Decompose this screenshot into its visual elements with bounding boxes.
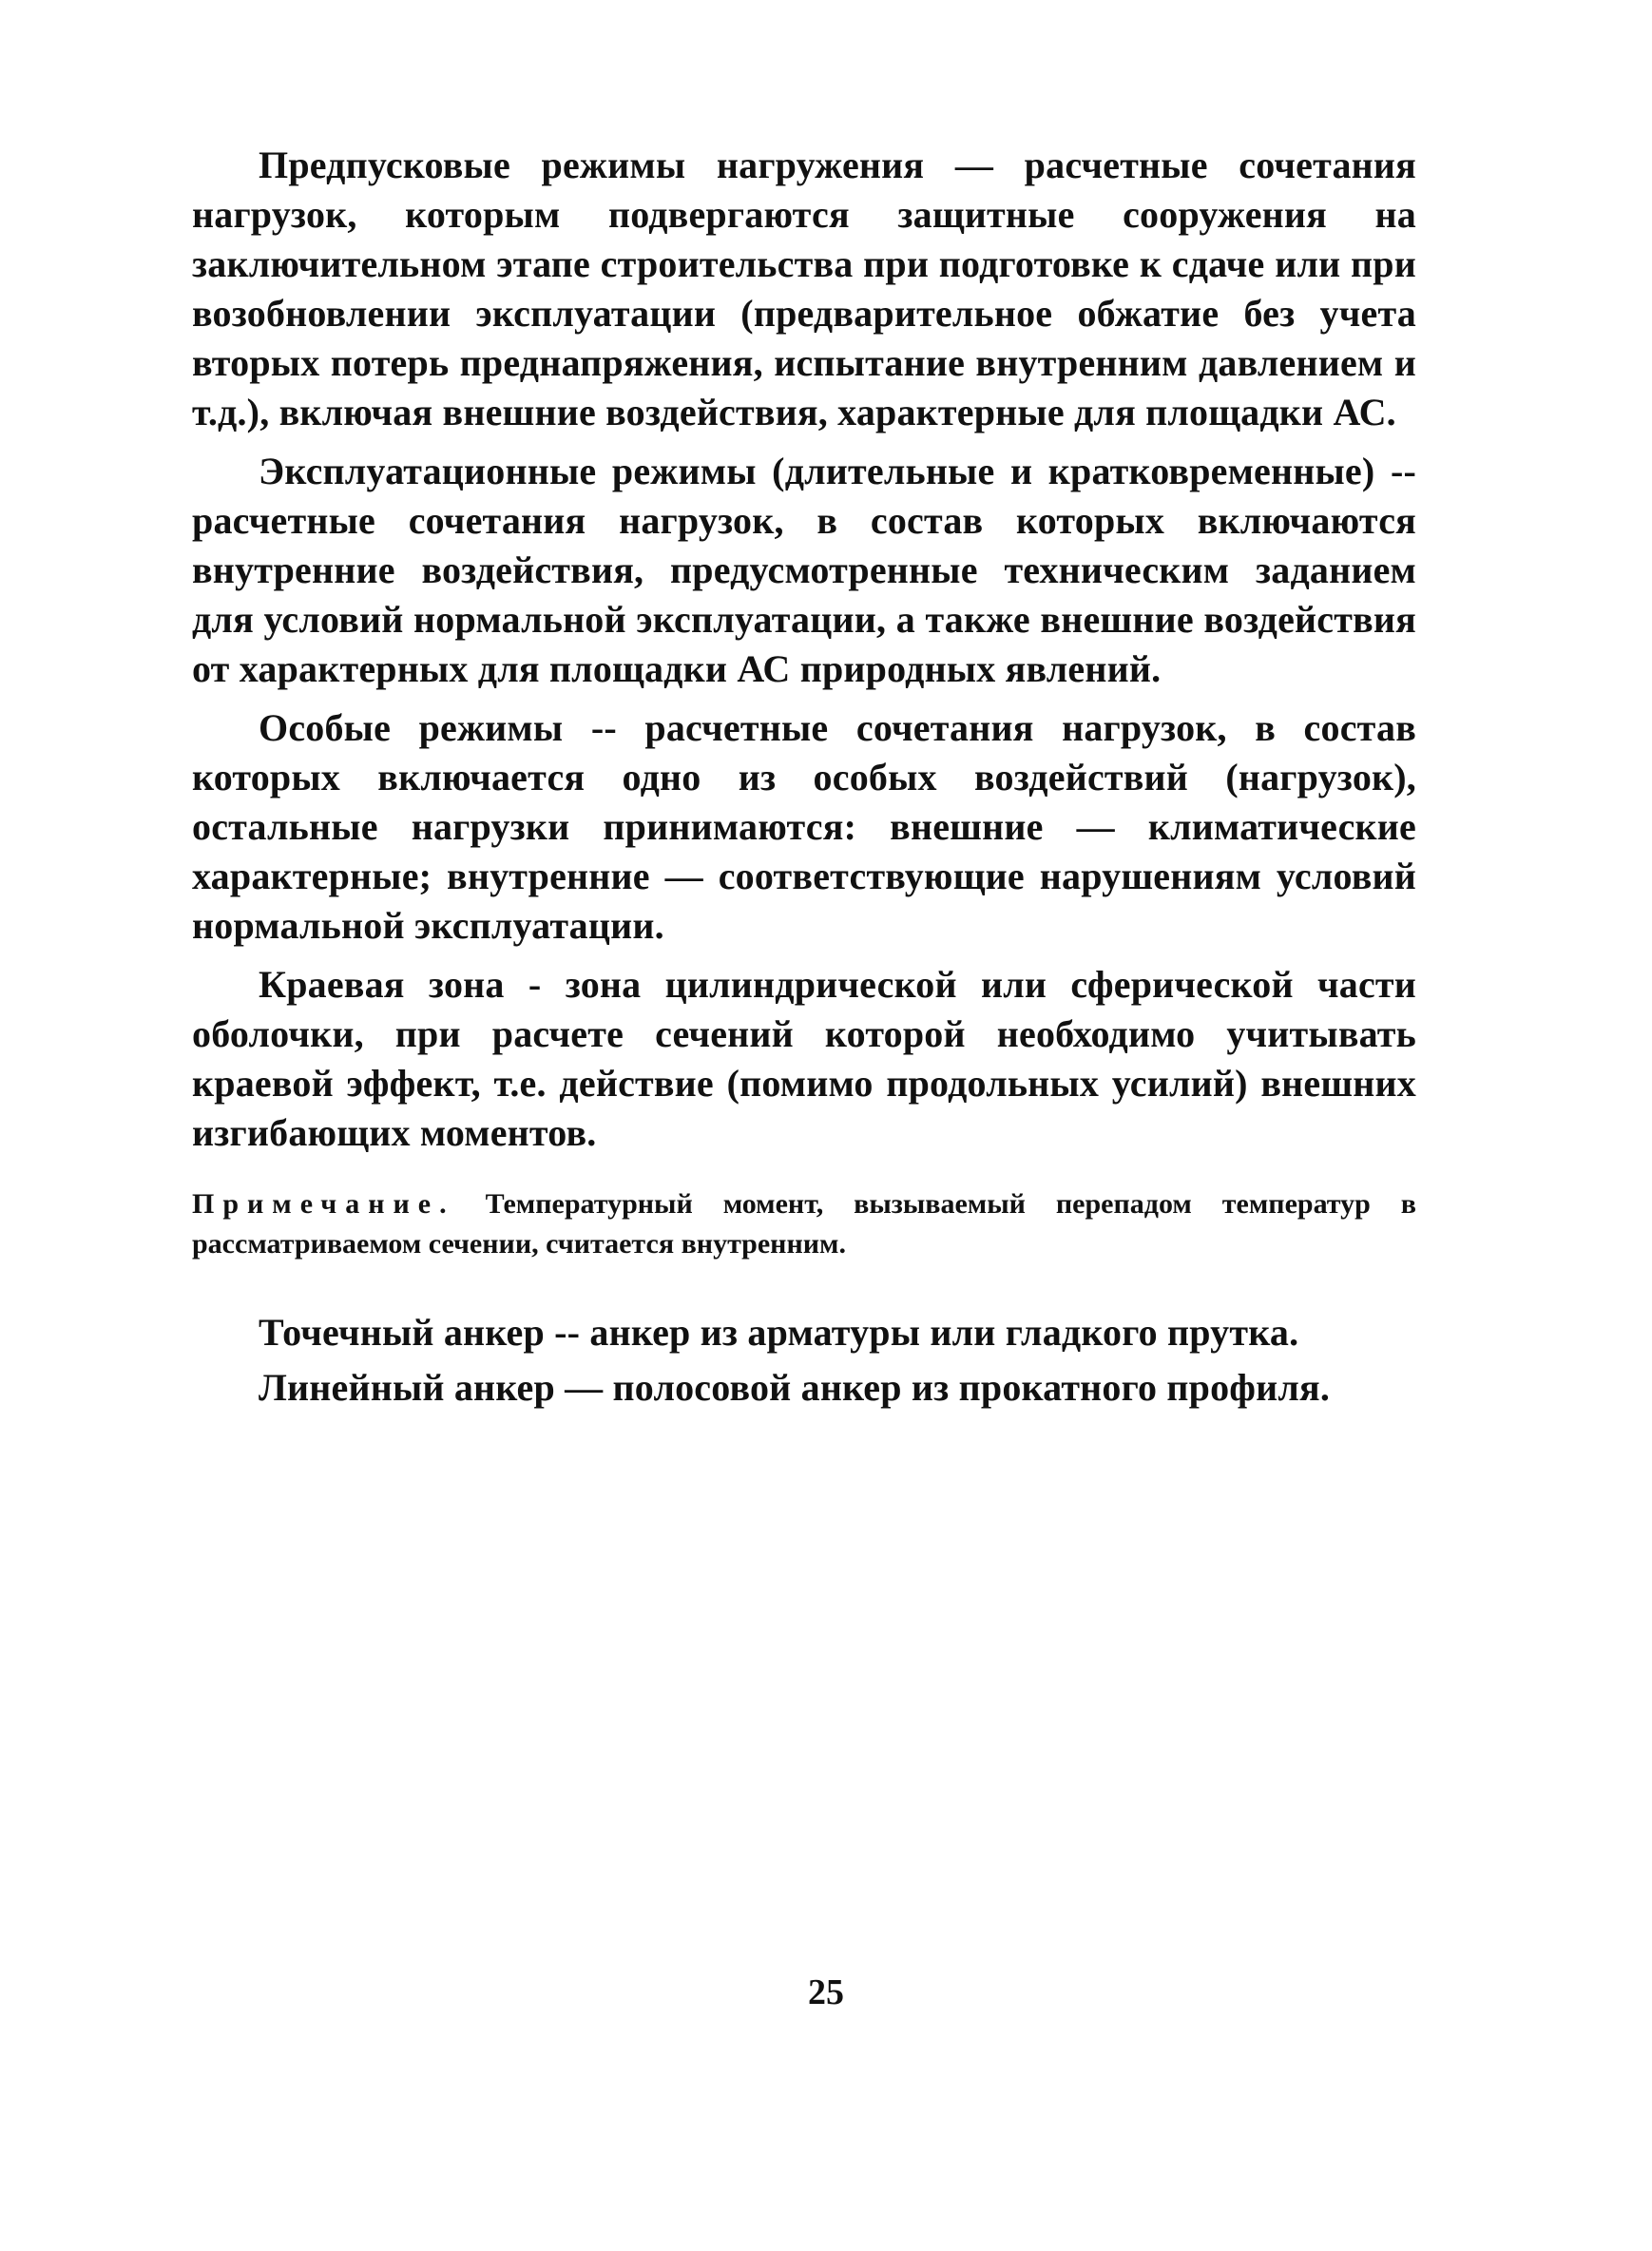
paragraph-linear-anchor: Линейный анкер — полосовой анкер из прокатного профиля. <box>259 1366 1331 1409</box>
paragraph-special-modes: Особые режимы -- расчетные сочетания нагрузок, в состав которых включается одно из особых воздействий (нагрузок), остальные нагрузки принимаются: внешние — климатические характерные; внутренние — соответствующие нарушениям условий нормальной эксплуатации. <box>192 706 1416 947</box>
paragraph-prelaunch-modes: Предпусковые режимы нагружения — расчетные сочетания нагрузок, которым подвергаются защитные сооружения на заключительном этапе строительства при подготовке к сдаче или при возобновлении эксплуатации (предварительное обжатие без учета вторых потерь преднапряжения, испытание внутренним давлением и т.д.), включая внешние воздействия, характерные для площадки АС. <box>192 144 1416 433</box>
paragraph-edge-zone: Краевая зона - зона цилиндрической или сферической части оболочки, при расчете сечений которой необходимо учитывать краевой эффект, т.е. действие (помимо продольных усилий) внешних изгибающих моментов. <box>192 963 1416 1154</box>
note-text: Температурный момент, вызываемый перепадом температур в рассматриваемом сечении, считается внутренним. <box>192 1188 1416 1260</box>
note-label: Примечание. <box>192 1188 455 1220</box>
paragraph-point-anchor: Точечный анкер -- анкер из арматуры или гладкого прутка. <box>259 1311 1299 1354</box>
document-page <box>192 141 1416 1422</box>
paragraph-operational-modes: Эксплуатационные режимы (длительные и кратковременные) -- расчетные сочетания нагрузок, в состав которых включаются внутренние воздействия, предусмотренные техническим заданием для условий нормальной эксплуатации, а также внешние воздействия от характерных для площадки АС природных явлений. <box>192 450 1416 690</box>
note <box>192 1184 1416 1264</box>
page-number: 25 <box>808 1972 844 2012</box>
